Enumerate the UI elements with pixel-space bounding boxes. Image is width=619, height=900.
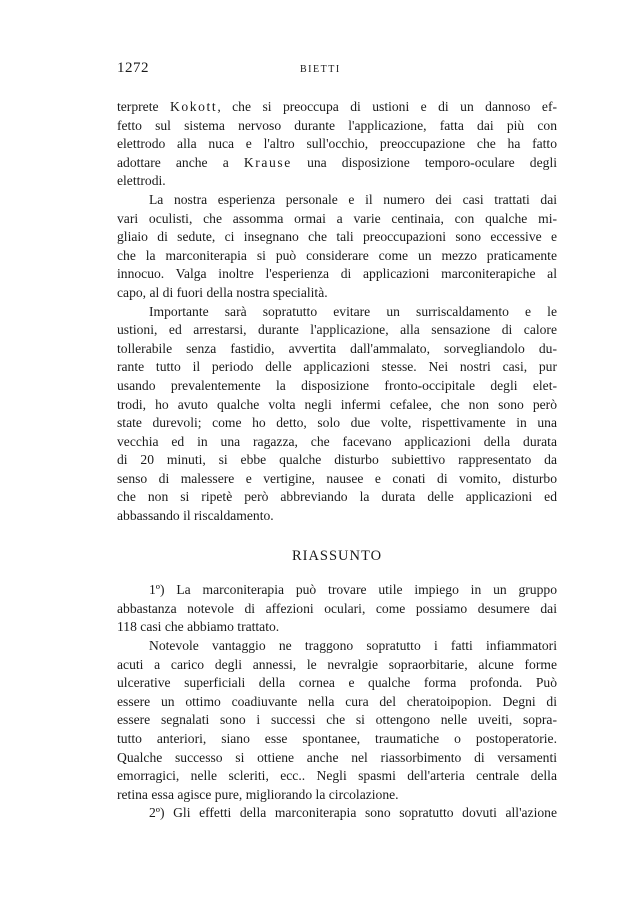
- text-line: emorragici, nelle scleriti, ecc.. Negli spasmi dell'arteria centrale della: [117, 768, 557, 784]
- text-line: trodi, ho avuto qualche volta negli infermi cefalee, che non sono però: [117, 396, 557, 412]
- text-line: Qualche successo si ottiene anche nel riassorbimento di versamenti: [117, 749, 557, 765]
- page-number: 1272: [117, 60, 149, 76]
- text-line: capo, al di fuori della nostra specialità.: [117, 284, 328, 300]
- body-text: [117, 98, 557, 823]
- text-line: che non si ripetè però abbreviando la durata delle applicazioni ed: [117, 489, 557, 505]
- text-line: Importante sarà sopratutto evitare un surriscaldamento e le: [149, 303, 557, 319]
- text-line: 1º) La marconiterapia può trovare utile impiego in un gruppo: [149, 582, 557, 598]
- text-line: innocuo. Valga inoltre l'esperienza di applicazioni marconiterapiche al: [117, 266, 557, 282]
- text-line: terprete Kokott, che si preoccupa di ustioni e di un dannoso ef-: [117, 99, 557, 114]
- text-line: 2º) Gli effetti della marconiterapia sono sopratutto dovuti all'azione: [149, 805, 557, 821]
- text-line: elettrodo alla nuca e l'altro sull'occhio, preoccupazione che ha fatto: [117, 136, 557, 152]
- text-line: adottare anche a Krause una disposizione temporo-oculare degli: [117, 154, 557, 170]
- text-line: essere un ottimo coadiuvante nella cura del cheratoipopion. Degni di: [117, 693, 557, 709]
- running-title: BIETTI: [300, 64, 341, 75]
- text-line: vecchia ed in una ragazza, che facevano applicazioni della durata: [117, 433, 557, 449]
- text-line: acuti a carico degli annessi, le nevralgie sopraorbitarie, alcune forme: [117, 656, 557, 672]
- text-line: 118 casi che abbiamo trattato.: [117, 619, 280, 635]
- text-line: abbastanza notevole di affezioni oculari, come possiamo desumere dai: [117, 600, 557, 616]
- text-line: state durevoli; come ho detto, solo due volte, rispettivamente in una: [117, 415, 557, 431]
- text-line: fetto sul sistema nervoso durante l'applicazione, fatta dai più con: [117, 117, 557, 133]
- text-line: retina essa agisce pure, migliorando la circolazione.: [117, 786, 399, 802]
- text-line: Notevole vantaggio ne traggono sopratutto i fatti infiammatori: [149, 638, 557, 654]
- text-line: La nostra esperienza personale e il numero dei casi trattati dai: [149, 191, 557, 207]
- text-line: abbassando il riscaldamento.: [117, 508, 274, 524]
- text-line: vari oculisti, che assomma ormai a varie centinaia, con qualche mi-: [117, 210, 557, 226]
- text-line: che la marconiterapia si può considerare come un mezzo praticamente: [117, 247, 557, 263]
- text-line: gliaio di sedute, ci insegnano che tali preoccupazioni sono eccessive e: [117, 229, 557, 245]
- text-line: ustioni, ed arrestarsi, durante l'applicazione, alla sensazione di calore: [117, 322, 557, 338]
- text-line: essere segnalati sono i successi che si ottengono nelle uveiti, sopra-: [117, 712, 557, 728]
- text-line: rante tutto il periodo delle applicazioni stesse. Nei nostri casi, pur: [117, 359, 557, 375]
- text-line: di 20 minuti, si ebbe qualche disturbo subiettivo rappresentato da: [117, 452, 557, 468]
- text-line: senso di malessere e vertigine, nausee e conati di vomito, disturbo: [117, 470, 557, 486]
- text-line: tutto anteriori, siano esse spontanee, traumatiche o postoperatorie.: [117, 731, 557, 746]
- text-line: tollerabile senza fastidio, avvertita dall'ammalato, sorvegliandolo du-: [117, 340, 557, 356]
- text-line: usando prevalentemente la disposizione fronto-occipitale degli elet-: [117, 377, 557, 393]
- text-line: elettrodi.: [117, 173, 166, 189]
- text-line: ulcerative superficiali della cornea e qualche forma profonda. Può: [117, 675, 557, 691]
- section-title: RIASSUNTO: [291, 547, 383, 564]
